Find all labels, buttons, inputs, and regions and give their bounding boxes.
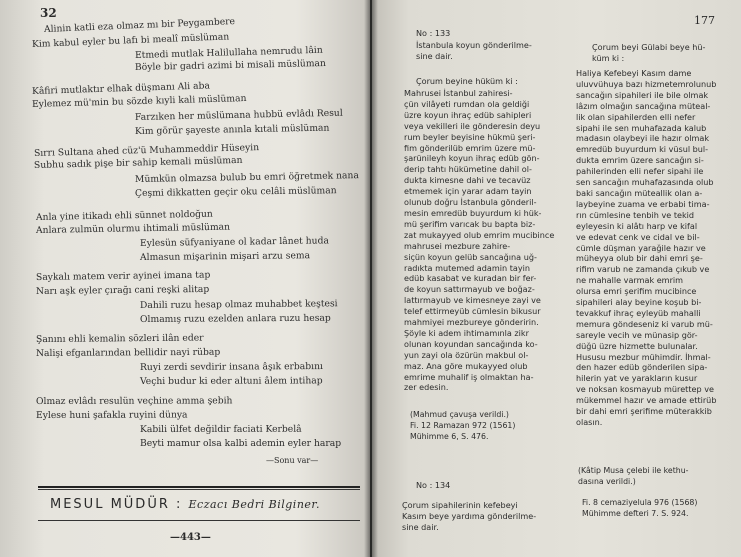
poem-line: Anla yine itikadı ehli sünnet noldoğun xyxy=(35,208,213,223)
issue-number: —443— xyxy=(170,532,211,543)
poem-line: Etmedi mutlak Halilullaha nemrudu lâin xyxy=(134,44,323,61)
poem-line: Alinin katli eza olmaz mı bir Peygambere xyxy=(43,16,236,35)
document-paragraph: Çorum beyi Gülabi beye hü- küm ki : xyxy=(592,42,706,63)
poem-line: Eylesün süfyaniyane ol kadar lânet huda xyxy=(139,235,329,249)
poem-line: Olmaz evlâdı resulün veçhine amma şebih xyxy=(35,395,233,407)
document-paragraph: Fi. 8 cemaziyelula 976 (1568) Mühimme defteri 7. S. 924. xyxy=(582,498,698,518)
poem-line: Kim görür şayeste anınla kıtali müslüman xyxy=(134,122,330,137)
document-heading: No : 134 xyxy=(416,480,451,490)
document-paragraph: İstanbula koyun gönderilme- sine dair. xyxy=(416,40,532,61)
document-paragraph: Mahrusei İstanbul zahiresi- çün vilâyeti rumdan ola geldiği üzre koyun ihraç edüb sahipleri veya vekilleri ile gönderesin deyu rum beyler beyisine hükmü şeri- fim gönderilüb emrim üzere mü- şarünileyh koyun ihraç edüb gön- derip tahtı hükümetine dahil ol- dukta kimesne dahi ve tecavüz etmemek için yarar adam tayin olunub doğru İstanbula gönderil- mesin emredüb buyurdum ki hük- mü şerifim varıcak bu bapta biz- zat mukayyed olub emrim mucibince mahrusei mezbure zahire- siçün koyun gelüb sancağına uğ- radıkta mutemed adamin tayin edüb kasabat ve kuradan bir fer- de koyun sattırmayub ve boğaz- lattırmayub ve kimesneye zayi ve telef ettirmeyüb cümlesin bikusur mahmiyei mezbureye gönderirin. Şöyle ki adem ihtimamınla zikr olunan koyundan sancağında ko- yun zayi ola özürün makbul ol- maz. Ana göre mukayyed olub emrime muhalif iş olmaktan ha- zer edesin. xyxy=(404,88,555,393)
document-paragraph: Haliya Kefebeyi Kasım dame uluvvühuya bazı hizmetemrolunub sancağın sipahileri ile bile olmak lâzım olmağın sancağına müteal- lik olan sipahilerden elli nefer sipahi ile sen muhafazada kalub madasın olaybeyi ile hazır olmak emredüb buyurdum ki vüsul bul- dukta emrim üzere sancağın si- pahilerinden elli nefer sipahi ile sen sancağın muhafazasında olub baki sancağın müteallik olan a- laybeyine zuama ve erbabi tima- rın cümlesine tenbih ve tekid eyleyesin ki alâtı harp ve kifal ve edevat cenk ve cidal ve bil- cümle düşman yarağile hazır ve müheyya olub bir dahi emri şe- rifim varub ne zamanda çıkub ve ne mahalle varmak emrim olursa emri şerifim mucibince sipahileri alay beyine koşub bi- tevakkuf ihraç eyleyüb mahalli memura göndeseniz ki varub mü- sareyle vecih ve münasip gör- düğü üzre hizmette bulunalar. Hususu mezbur mühimdir. İhmal- den hazer edüb gönderilen sipa- hilerin yat ve yarakların kusur ve noksan kosmayub mürettep ve mükemmel hazır ve amade ettirüb bir dahi emri şerifime müterakkib olasın. xyxy=(576,68,717,427)
document-paragraph: (Mahmud çavuşa verildi.) Fi. 12 Ramazan 972 (1561) Mühimme 6, S. 476. xyxy=(410,410,516,441)
poem-line: Dahili ruzu hesap olmaz muhabbet keştesi xyxy=(139,298,338,311)
footer-rule-bottom xyxy=(38,520,360,521)
document-paragraph: (Kâtip Musa çelebi ile kethu- dasına verildi.) xyxy=(578,466,689,486)
poem-line: Kim kabul eyler bu lafı bi mealî müslüman xyxy=(31,31,230,50)
footer-rule-top-thin xyxy=(38,489,360,490)
left-page xyxy=(0,0,370,557)
poem-line: Kabili ülfet değildir faciati Kerbelâ xyxy=(139,423,302,435)
footer-rule-top xyxy=(38,486,360,488)
book-gutter xyxy=(364,0,378,557)
end-note: —Sonu var— xyxy=(266,456,319,465)
poem-line: Beyti mamur olsa kalbi ademin eyler harap xyxy=(140,438,342,449)
poem xyxy=(0,0,370,470)
poem-line: Eylemez mü'min bu sözde kıyli kali müslüman xyxy=(31,93,247,110)
document-heading: No : 133 xyxy=(416,28,451,38)
poem-line: Mümkün olmazsa bulub bu emri öğretmek nana xyxy=(134,170,359,185)
poem-line: Narı aşk eyler çırağı cani reşki alitap xyxy=(35,283,210,297)
poem-line: Anlara zulmün olurmu ihtimali müslüman xyxy=(35,221,231,236)
page-number-right: 177 xyxy=(694,14,715,27)
poem-line: Nalişi efganlarından bellidir nayi rübap xyxy=(35,346,221,359)
poem-line: Ruyi zerdi sevdirir insana âşık erbabını xyxy=(139,361,323,373)
poem-line: Böyle bir gadri azimi bi misali müslüman xyxy=(134,58,326,73)
document-paragraph: Çorum sipahilerinin kefebeyi Kasım beye yardıma gönderilme- sine dair. xyxy=(402,500,537,532)
poem-line: Almasun mişarinin mişari arzu sema xyxy=(139,250,311,263)
poem-line: Çeşmi dikkatten geçir oku celâli müslüman xyxy=(134,185,337,199)
poem-line: Eylese huni şafakla ruyini dünya xyxy=(35,409,188,421)
footer-name: Eczacı Bedri Bilginer. xyxy=(188,498,320,511)
poem-line: Olmamış ruzu ezelden anlara ruzu hesap xyxy=(139,312,331,325)
poem-line: Kâfiri mutlaktır elhak düşmanı Ali aba xyxy=(31,80,211,97)
poem-line: Sırrı Sultana ahed cüz'ü Muhammeddir Hüseyin xyxy=(33,142,260,159)
responsible-director xyxy=(50,497,320,512)
page-number: 32 xyxy=(40,6,57,20)
poem-line: Şanını ehli kemalin sözleri ilân eder xyxy=(35,332,204,345)
poem-line: Saykalı matem verir ayinei imana tap xyxy=(35,269,211,283)
poem-line: Subhu sadık pişe bir sahip kemali müslüman xyxy=(33,154,243,171)
poem-line: Farzıken her müslümana hubbü evlâdı Resul xyxy=(134,107,343,123)
footer-role: MESUL MÜDÜR : xyxy=(50,497,183,512)
poem-line: Veçhi budur ki eder altuni âlem intihap xyxy=(139,375,323,387)
document-heading: Çorum beyine hüküm ki : xyxy=(416,76,518,86)
